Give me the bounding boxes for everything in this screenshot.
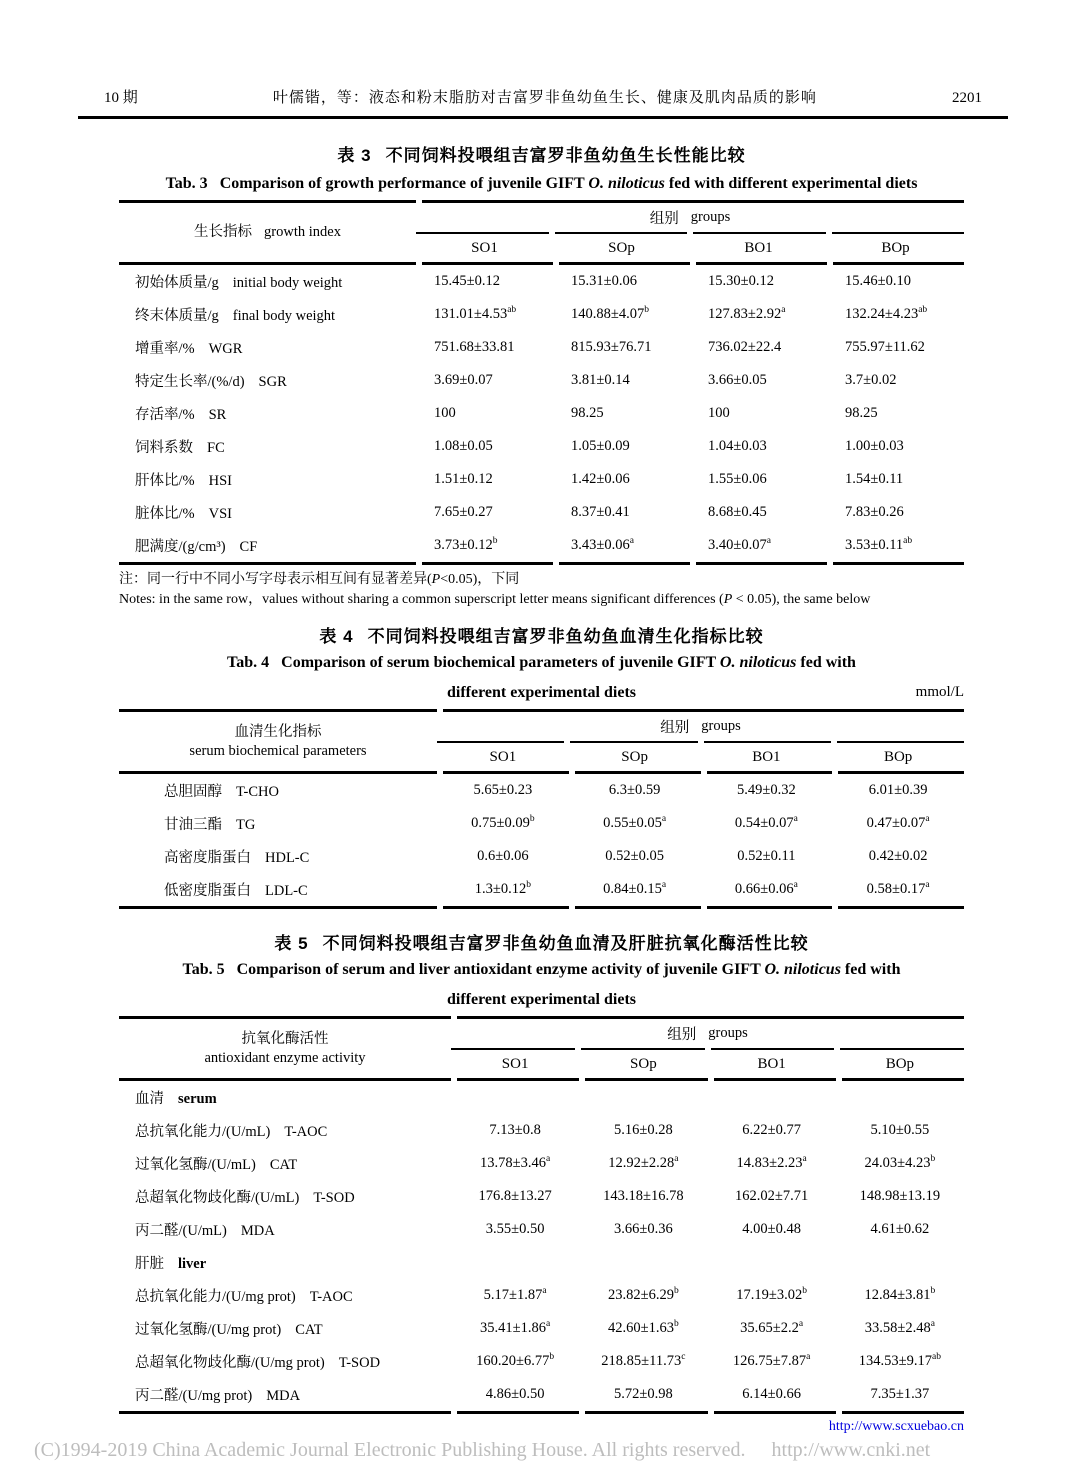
header-bottom-border [119, 262, 964, 265]
value-cell: 15.31±0.06 [571, 273, 637, 289]
value-cell: 4.86±0.50 [485, 1386, 545, 1402]
table-row [119, 1279, 964, 1312]
species-name: O. niloticus [719, 654, 797, 671]
row-label: 特定生长率/(%/d) SGR [135, 374, 287, 390]
row-label: 饲料系数 FC [135, 440, 225, 456]
value-cell: 1.3±0.12$^b$ [474, 880, 531, 897]
column-header-bop: BOp [885, 1055, 915, 1072]
value-cell: 0.6±0.06 [477, 848, 529, 864]
table-5 [119, 1016, 964, 1414]
value-cell: 127.83±2.92$^a$ [708, 305, 786, 322]
value-cell: 100 [434, 405, 456, 421]
value-cell: 126.75±7.87$^a$ [732, 1352, 811, 1369]
column-header-sop: SOp [630, 1055, 657, 1072]
value-cell: 5.49±0.32 [737, 782, 796, 798]
value-cell: 3.40±0.07$^a$ [708, 536, 771, 553]
value-cell: 0.52±0.11 [737, 848, 796, 864]
value-cell: 134.53±9.17$^{ab}$ [858, 1352, 941, 1369]
value-cell: 1.08±0.05 [434, 438, 493, 454]
row-label: 初始体质量/g initial body weight [135, 275, 343, 291]
value-cell: 3.81±0.14 [571, 372, 630, 388]
value-cell: 5.65±0.23 [473, 782, 533, 798]
value-cell: 35.65±2.2$^a$ [740, 1319, 804, 1336]
row-label: 丙二醛/(U/mg prot) MDA [135, 1388, 301, 1404]
table-notes [119, 570, 964, 610]
table3-title-en: Tab. 3 Comparison of growth performance of juvenile GIFT O. niloticus fed with different experimental diets [165, 175, 918, 192]
table-row [119, 1114, 964, 1147]
value-cell: 0.52±0.05 [605, 848, 664, 864]
row-label: 过氧化氢酶/(U/mg prot) CAT [135, 1322, 323, 1338]
value-cell: 0.84±0.15$^a$ [603, 880, 667, 897]
row-label: 甘油三酯 TG [164, 817, 256, 833]
table-row [119, 331, 964, 364]
value-cell: 3.55±0.50 [485, 1221, 545, 1237]
value-cell: 13.78±3.46$^a$ [480, 1154, 551, 1171]
stub-header: 生长指标 growth index [194, 224, 341, 240]
value-cell: 5.10±0.55 [870, 1122, 930, 1138]
value-cell: 1.05±0.09 [571, 438, 630, 454]
table4-title-en: Tab. 4 Comparison of serum biochemical parameters of juvenile GIFT O. niloticus fed with [227, 654, 856, 671]
table-row [119, 1180, 964, 1213]
table-row [119, 430, 964, 463]
value-cell: 5.72±0.98 [614, 1386, 673, 1402]
stub-header: 抗氧化酶活性 antioxidant enzyme activity [204, 1030, 366, 1066]
value-cell: 12.92±2.28$^a$ [608, 1154, 679, 1171]
table4-title-en-line2: different experimental diets mmol/L [447, 684, 964, 701]
row-label: 总超氧化物歧化酶/(U/mg prot) T-SOD [135, 1355, 381, 1371]
table-4 [119, 709, 964, 909]
row-label: 终末体质量/g final body weight [135, 308, 336, 324]
table5-title-en: Tab. 5 Comparison of serum and liver antioxidant enzyme activity of juvenile GIFT O. niloticus fed with [182, 961, 901, 978]
groups-header-label: 组别 groups [649, 209, 731, 227]
journal-issue-label: 10 期 [104, 90, 138, 106]
value-cell: 1.54±0.11 [845, 471, 904, 487]
column-header-so1: SO1 [471, 239, 498, 256]
value-cell: 1.55±0.06 [708, 471, 767, 487]
table-row [119, 1213, 964, 1246]
table-row [119, 463, 964, 496]
value-cell: 3.43±0.06$^a$ [571, 536, 634, 553]
value-cell: 98.25 [571, 405, 604, 421]
value-cell: 15.46±0.10 [845, 273, 911, 289]
table-row [119, 496, 964, 529]
running-title: 叶儒锴，等：液态和粉末脂肪对吉富罗非鱼幼鱼生长、健康及肌肉品质的影响 [272, 90, 817, 106]
page-content [119, 144, 964, 1435]
table-body [119, 265, 964, 562]
value-cell: 15.45±0.12 [434, 273, 500, 289]
value-cell: 755.97±11.62 [845, 339, 925, 355]
table-header [119, 1019, 964, 1078]
table-bottom-border [119, 906, 964, 909]
table-row [119, 529, 964, 562]
value-cell: 3.53±0.11$^{ab}$ [845, 536, 913, 553]
value-cell: 148.98±13.19 [859, 1188, 941, 1204]
value-cell: 33.58±2.48$^a$ [864, 1319, 935, 1336]
table-row [119, 840, 964, 873]
value-cell: 7.65±0.27 [434, 504, 493, 520]
table-body [119, 1081, 964, 1411]
value-cell: 751.68±33.81 [434, 339, 515, 355]
value-cell: 23.82±6.29$^b$ [608, 1286, 679, 1303]
column-header-so1: SO1 [489, 748, 517, 765]
table-row [119, 397, 964, 430]
scxuebao-link[interactable]: http://www.scxuebao.cn [828, 1419, 964, 1434]
row-label: 肝脏 liver [135, 1256, 207, 1272]
table-row [119, 807, 964, 840]
table5-title-en-line2: different experimental diets [447, 991, 636, 1008]
table-row [119, 1147, 964, 1180]
page-header [78, 86, 1008, 119]
column-header-bop: BOp [883, 748, 913, 765]
row-label: 增重率/% WGR [135, 341, 243, 357]
value-cell: 3.7±0.02 [845, 372, 897, 388]
value-cell: 1.00±0.03 [845, 438, 904, 454]
value-cell: 35.41±1.86$^a$ [480, 1319, 551, 1336]
page-number: 2201 [952, 90, 982, 106]
value-cell: 176.8±13.27 [478, 1188, 552, 1204]
value-cell: 131.01±4.53$^{ab}$ [434, 305, 517, 322]
notes-zh: 注：同一行中不同小写字母表示相互间有显著差异(P<0.05)，下同 [119, 572, 520, 587]
value-cell: 14.83±2.23$^a$ [736, 1154, 807, 1171]
table-row [119, 364, 964, 397]
value-cell: 4.00±0.48 [742, 1221, 801, 1237]
value-cell: 5.17±1.87$^a$ [483, 1286, 547, 1303]
stub-header: 血清生化指标 serum biochemical parameters [189, 723, 367, 759]
value-cell: 3.66±0.05 [708, 372, 767, 388]
row-label: 血清 serum [135, 1091, 217, 1107]
value-cell: 17.19±3.02$^b$ [736, 1286, 807, 1303]
row-label: 高密度脂蛋白 HDL-C [164, 850, 310, 866]
table-row [119, 1378, 964, 1411]
value-cell: 24.03±4.23$^b$ [864, 1154, 936, 1171]
table3-title-zh: 表 3 不同饲料投喂组吉富罗非鱼幼鱼生长性能比较 [337, 146, 746, 165]
copyright-text [34, 1437, 1044, 1463]
value-cell: 6.22±0.77 [742, 1122, 801, 1138]
column-header-bo1: BO1 [752, 748, 781, 765]
column-header-so1: SO1 [501, 1055, 529, 1072]
value-cell: 736.02±22.4 [708, 339, 782, 355]
table-header [119, 203, 964, 262]
value-cell: 162.02±7.71 [735, 1188, 809, 1204]
value-cell: 7.35±1.37 [870, 1386, 930, 1402]
value-cell: 140.88±4.07$^b$ [571, 305, 649, 322]
row-label: 肥满度/(g/cm³) CF [135, 539, 258, 555]
row-label: 总抗氧化能力/(U/mL) T-AOC [135, 1124, 328, 1140]
table-bottom-border [119, 562, 964, 565]
row-label: 存活率/% SR [135, 407, 227, 423]
table5-title-zh: 表 5 不同饲料投喂组吉富罗非鱼幼鱼血清及肝脏抗氧化酶活性比较 [274, 934, 809, 953]
value-cell: 0.55±0.05$^a$ [603, 814, 667, 831]
value-cell: 3.69±0.07 [434, 372, 493, 388]
value-cell: 1.51±0.12 [434, 471, 493, 487]
value-cell: 3.73±0.12$^b$ [434, 536, 498, 553]
column-header-bop: BOp [881, 239, 910, 256]
unit-label: mmol/L [915, 684, 964, 700]
column-header-sop: SOp [608, 239, 635, 256]
value-cell: 0.66±0.06$^a$ [734, 880, 798, 897]
value-cell: 4.61±0.62 [870, 1221, 930, 1237]
table4-title-zh: 表 4 不同饲料投喂组吉富罗非鱼幼鱼血清生化指标比较 [319, 627, 764, 646]
value-cell: 0.54±0.07$^a$ [734, 814, 798, 831]
row-label: 肝体比/% HSI [135, 473, 232, 489]
value-cell: 1.04±0.03 [708, 438, 767, 454]
value-cell: 8.37±0.41 [571, 504, 630, 520]
row-label: 过氧化氢酶/(U/mL) CAT [135, 1157, 298, 1173]
value-cell: 5.16±0.28 [614, 1122, 673, 1138]
notes-en: Notes: in the same row，values without sharing a common superscript letter means significant differences (P < 0.05), the same below [119, 592, 871, 607]
value-cell: 6.14±0.66 [742, 1386, 801, 1402]
column-header-sop: SOp [621, 748, 648, 765]
species-name: O. niloticus [588, 175, 665, 192]
column-header-bo1: BO1 [757, 1055, 786, 1072]
value-cell: 15.30±0.12 [708, 273, 774, 289]
table-body [119, 774, 964, 906]
table-row [119, 873, 964, 906]
value-cell: 7.83±0.26 [845, 504, 904, 520]
value-cell: 132.24±4.23$^{ab}$ [845, 305, 928, 322]
row-label: 总胆固醇 T-CHO [164, 784, 279, 800]
table-row [119, 265, 964, 298]
value-cell: 3.66±0.36 [614, 1221, 673, 1237]
column-header-bo1: BO1 [744, 239, 773, 256]
row-label: 脏体比/% VSI [135, 506, 232, 522]
copyright-notice: (C)1994-2019 China Academic Journal Electronic Publishing House. All rights reserved. [34, 1439, 746, 1461]
value-cell: 6.3±0.59 [608, 782, 661, 798]
table-row [119, 1312, 964, 1345]
value-cell: 218.85±11.73$^c$ [601, 1352, 686, 1369]
row-label: 总抗氧化能力/(U/mg prot) T-AOC [135, 1289, 353, 1305]
value-cell: 12.84±3.81$^b$ [864, 1286, 936, 1303]
value-cell: 815.93±76.71 [571, 339, 652, 355]
value-cell: 7.13±0.8 [489, 1122, 541, 1138]
table-row [119, 298, 964, 331]
value-cell: 0.58±0.17$^a$ [866, 880, 930, 897]
groups-header-label: 组别 groups [660, 718, 741, 736]
row-label: 低密度脂蛋白 LDL-C [164, 883, 308, 899]
table-3 [119, 200, 964, 565]
value-cell: 143.18±16.78 [603, 1188, 684, 1204]
value-cell: 100 [708, 405, 730, 421]
value-cell: 98.25 [845, 405, 878, 421]
groups-header-label: 组别 groups [667, 1025, 748, 1043]
row-label: 丙二醛/(U/mL) MDA [135, 1223, 275, 1239]
value-cell: 6.01±0.39 [868, 782, 928, 798]
table-row [119, 774, 964, 807]
row-label: 总超氧化物歧化酶/(U/mL) T-SOD [135, 1190, 355, 1206]
table-header [119, 712, 964, 771]
value-cell: 8.68±0.45 [708, 504, 767, 520]
table-row [119, 1246, 964, 1279]
value-cell: 42.60±1.63$^b$ [608, 1319, 679, 1336]
table-bottom-border [119, 1411, 964, 1414]
value-cell: 0.42±0.02 [868, 848, 928, 864]
species-name: O. niloticus [764, 961, 841, 978]
value-cell: 0.47±0.07$^a$ [866, 814, 930, 831]
value-cell: 1.42±0.06 [571, 471, 630, 487]
table-row [119, 1345, 964, 1378]
cnki-link[interactable]: http://www.cnki.net [771, 1439, 931, 1461]
value-cell: 160.20±6.77$^b$ [476, 1352, 555, 1369]
value-cell: 0.75±0.09$^b$ [471, 814, 535, 831]
table-row [119, 1081, 964, 1114]
